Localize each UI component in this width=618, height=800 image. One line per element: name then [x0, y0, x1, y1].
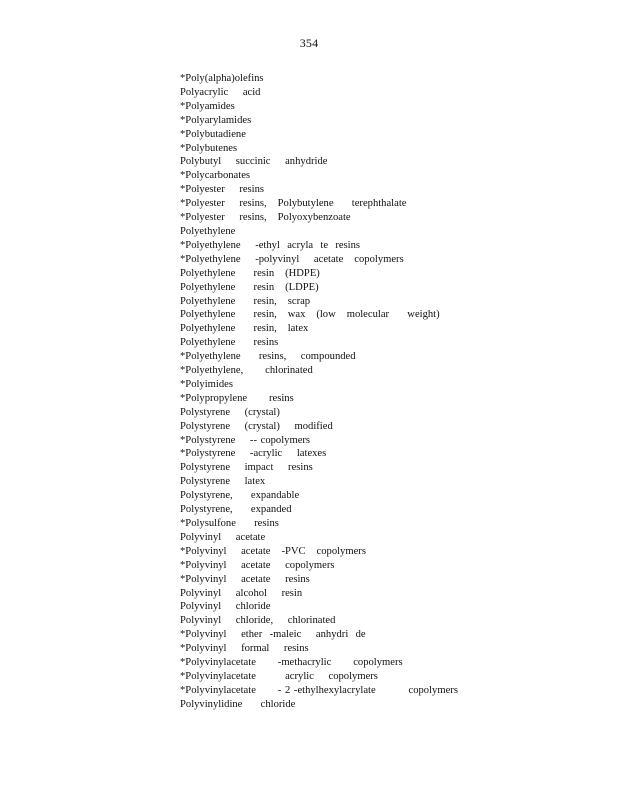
- page-number: 354: [299, 36, 319, 50]
- list-item: *Poly(alpha)olefins: [180, 73, 264, 84]
- list-item: *Polyethylene -ethyl acryla te resins: [180, 239, 361, 251]
- list-item: *Polyarylamides: [180, 114, 252, 126]
- list-item: *Polyvinyl formal resins: [180, 643, 309, 655]
- list-item: *Polybutenes: [180, 142, 238, 154]
- list-item: *Polyamides: [180, 100, 235, 112]
- list-item: Polystyrene, expanded: [180, 504, 292, 516]
- list-item: *Polyvinyl acetate -PVC copolymers: [180, 545, 366, 557]
- list-item: *Polypropylene resins: [180, 392, 294, 404]
- list-item: *Polyvinylacetate - 2 -ethylhexylacrylate copolymers: [180, 684, 458, 696]
- list-item: *Polybutadiene: [180, 128, 246, 140]
- list-item: Polybutyl succinic anhydride: [180, 156, 328, 168]
- list-item: Polyethylene resin, scrap: [180, 295, 311, 307]
- list-item: Polyacrylic acid: [180, 86, 261, 98]
- list-item: *Polyethylene, chlorinated: [180, 365, 313, 377]
- list-item: Polyethylene: [180, 225, 236, 237]
- list-item: *Polyester resins: [180, 184, 265, 196]
- list-item: *Polyethylene -polyvinyl acetate copolymers: [180, 253, 404, 265]
- list-item: *Polyvinylacetate acrylic copolymers: [180, 670, 378, 682]
- list-item: Polyethylene resin (LDPE): [180, 281, 319, 293]
- list-item: *Polyvinylacetate -methacrylic copolymers: [180, 657, 403, 669]
- list-item: Polyvinyl acetate: [180, 531, 266, 543]
- list-item: *Polysulfone resins: [180, 518, 279, 529]
- list-item: Polystyrene (crystal) modified: [180, 420, 333, 432]
- list-item: *Polycarbonates: [180, 170, 251, 182]
- list-item: Polyethylene resin (HDPE): [180, 267, 320, 279]
- list-item: Polyvinylidine chloride: [180, 698, 296, 710]
- list-item: *Polyvinyl ether -maleic anhydri de: [180, 629, 366, 641]
- list-item: *Polyethylene resins, compounded: [180, 351, 356, 363]
- list-item: Polyethylene resin, latex: [180, 323, 309, 335]
- list-item: *Polystyrene -acrylic latexes: [180, 448, 327, 460]
- list-item: Polyvinyl alcohol resin: [180, 587, 303, 599]
- list-item: Polystyrene latex: [180, 476, 266, 488]
- list-item: Polystyrene (crystal): [180, 406, 280, 418]
- list-item: Polystyrene impact resins: [180, 462, 313, 474]
- list-item: *Polyester resins, Polybutylene terephthalate: [180, 198, 407, 210]
- list-item: *Polystyrene -- copolymers: [180, 434, 311, 446]
- list-item: Polyvinyl chloride: [180, 601, 271, 613]
- list-item: *Polyvinyl acetate resins: [180, 573, 310, 585]
- list-item: *Polyester resins, Polyoxybenzoate: [180, 212, 351, 224]
- list-item: Polystyrene, expandable: [180, 490, 300, 502]
- chemical-list: [180, 72, 458, 712]
- list-item: *Polyimides: [180, 378, 233, 390]
- list-item: Polyethylene resins: [180, 337, 279, 349]
- list-item: *Polyvinyl acetate copolymers: [180, 559, 335, 571]
- list-item: Polyethylene resin, wax (low molecular weight): [180, 309, 440, 321]
- list-item: Polyvinyl chloride, chlorinated: [180, 615, 336, 627]
